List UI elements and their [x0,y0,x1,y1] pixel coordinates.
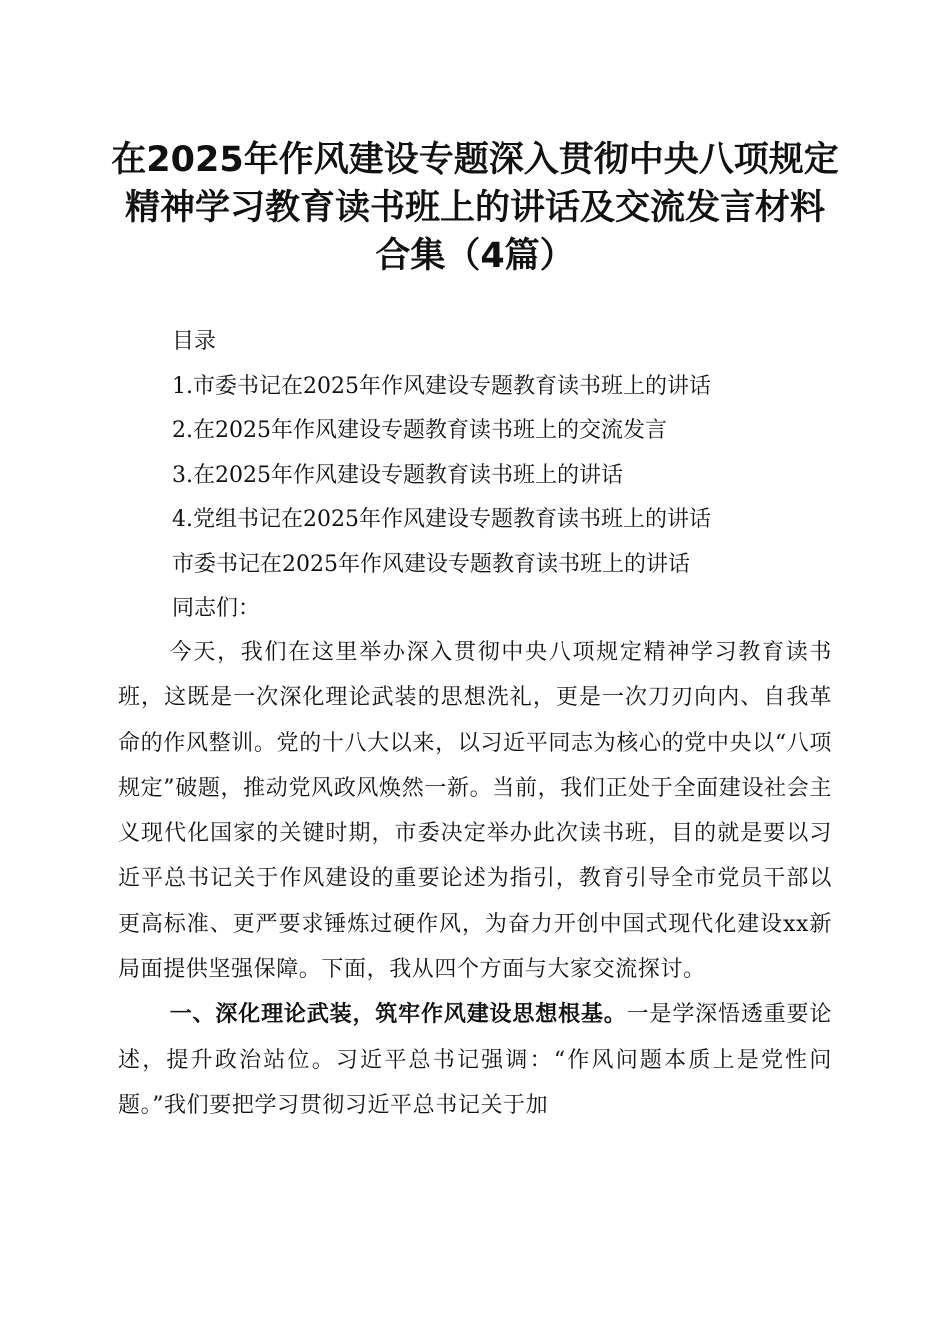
toc-item: 4.党组书记在2025年作风建设专题教育读书班上的讲话 [172,507,711,532]
toc-item: 1.市委书记在2025年作风建设专题教育读书班上的讲话 [172,373,711,399]
document-title: 在2025年作风建设专题深入贯彻中央八项规定精神学习教育读书班上的讲话及交流发言材料合集（4篇） [111,140,839,276]
table-of-contents [172,320,852,632]
section-title: 市委书记在2025年作风建设专题教育读书班上的讲话 [172,551,690,577]
toc-item: 2.在2025年作风建设专题教育读书班上的交流发言 [172,418,667,443]
intro-paragraph: 今天，我们在这里举办深入贯彻中央八项规定精神学习教育读书班，这既是一次深化理论武装的思想洗礼，更是一次刀刃向内、自我革命的作风整训。党的十八大以来，以习近平同志为核心的党中央以“八项规定”破题，推动党风政风焕然一新。当前，我们正处于全面建设社会主义现代化国家的关键时期，市委决定举办此次读书班，目的就是要以习近平总书记关于作风建设的重要论述为指引，教育引导全市党员干部以更高标准、更严要求锤炼过硬作风，为奋力开创中国式现代化建设xx新局面提供坚强保障。下面，我从四个方面与大家交流探讨。 [118,640,832,983]
point1-heading: 一、深化理论武装，筑牢作风建设思想根基。 [169,1002,627,1028]
toc-heading: 目录 [172,329,217,354]
toc-item: 3.在2025年作风建设专题教育读书班上的讲话 [172,462,623,488]
document-body [118,630,832,1128]
point1-paragraph [118,992,832,1128]
point1-text: 一是学深悟透重要论述，提升政治站位。习近平总书记强调：“作风问题本质上是党性问题。”我们要把学习贯彻习近平总书记关于加 [118,1002,832,1118]
salutation: 同志们： [172,596,261,621]
